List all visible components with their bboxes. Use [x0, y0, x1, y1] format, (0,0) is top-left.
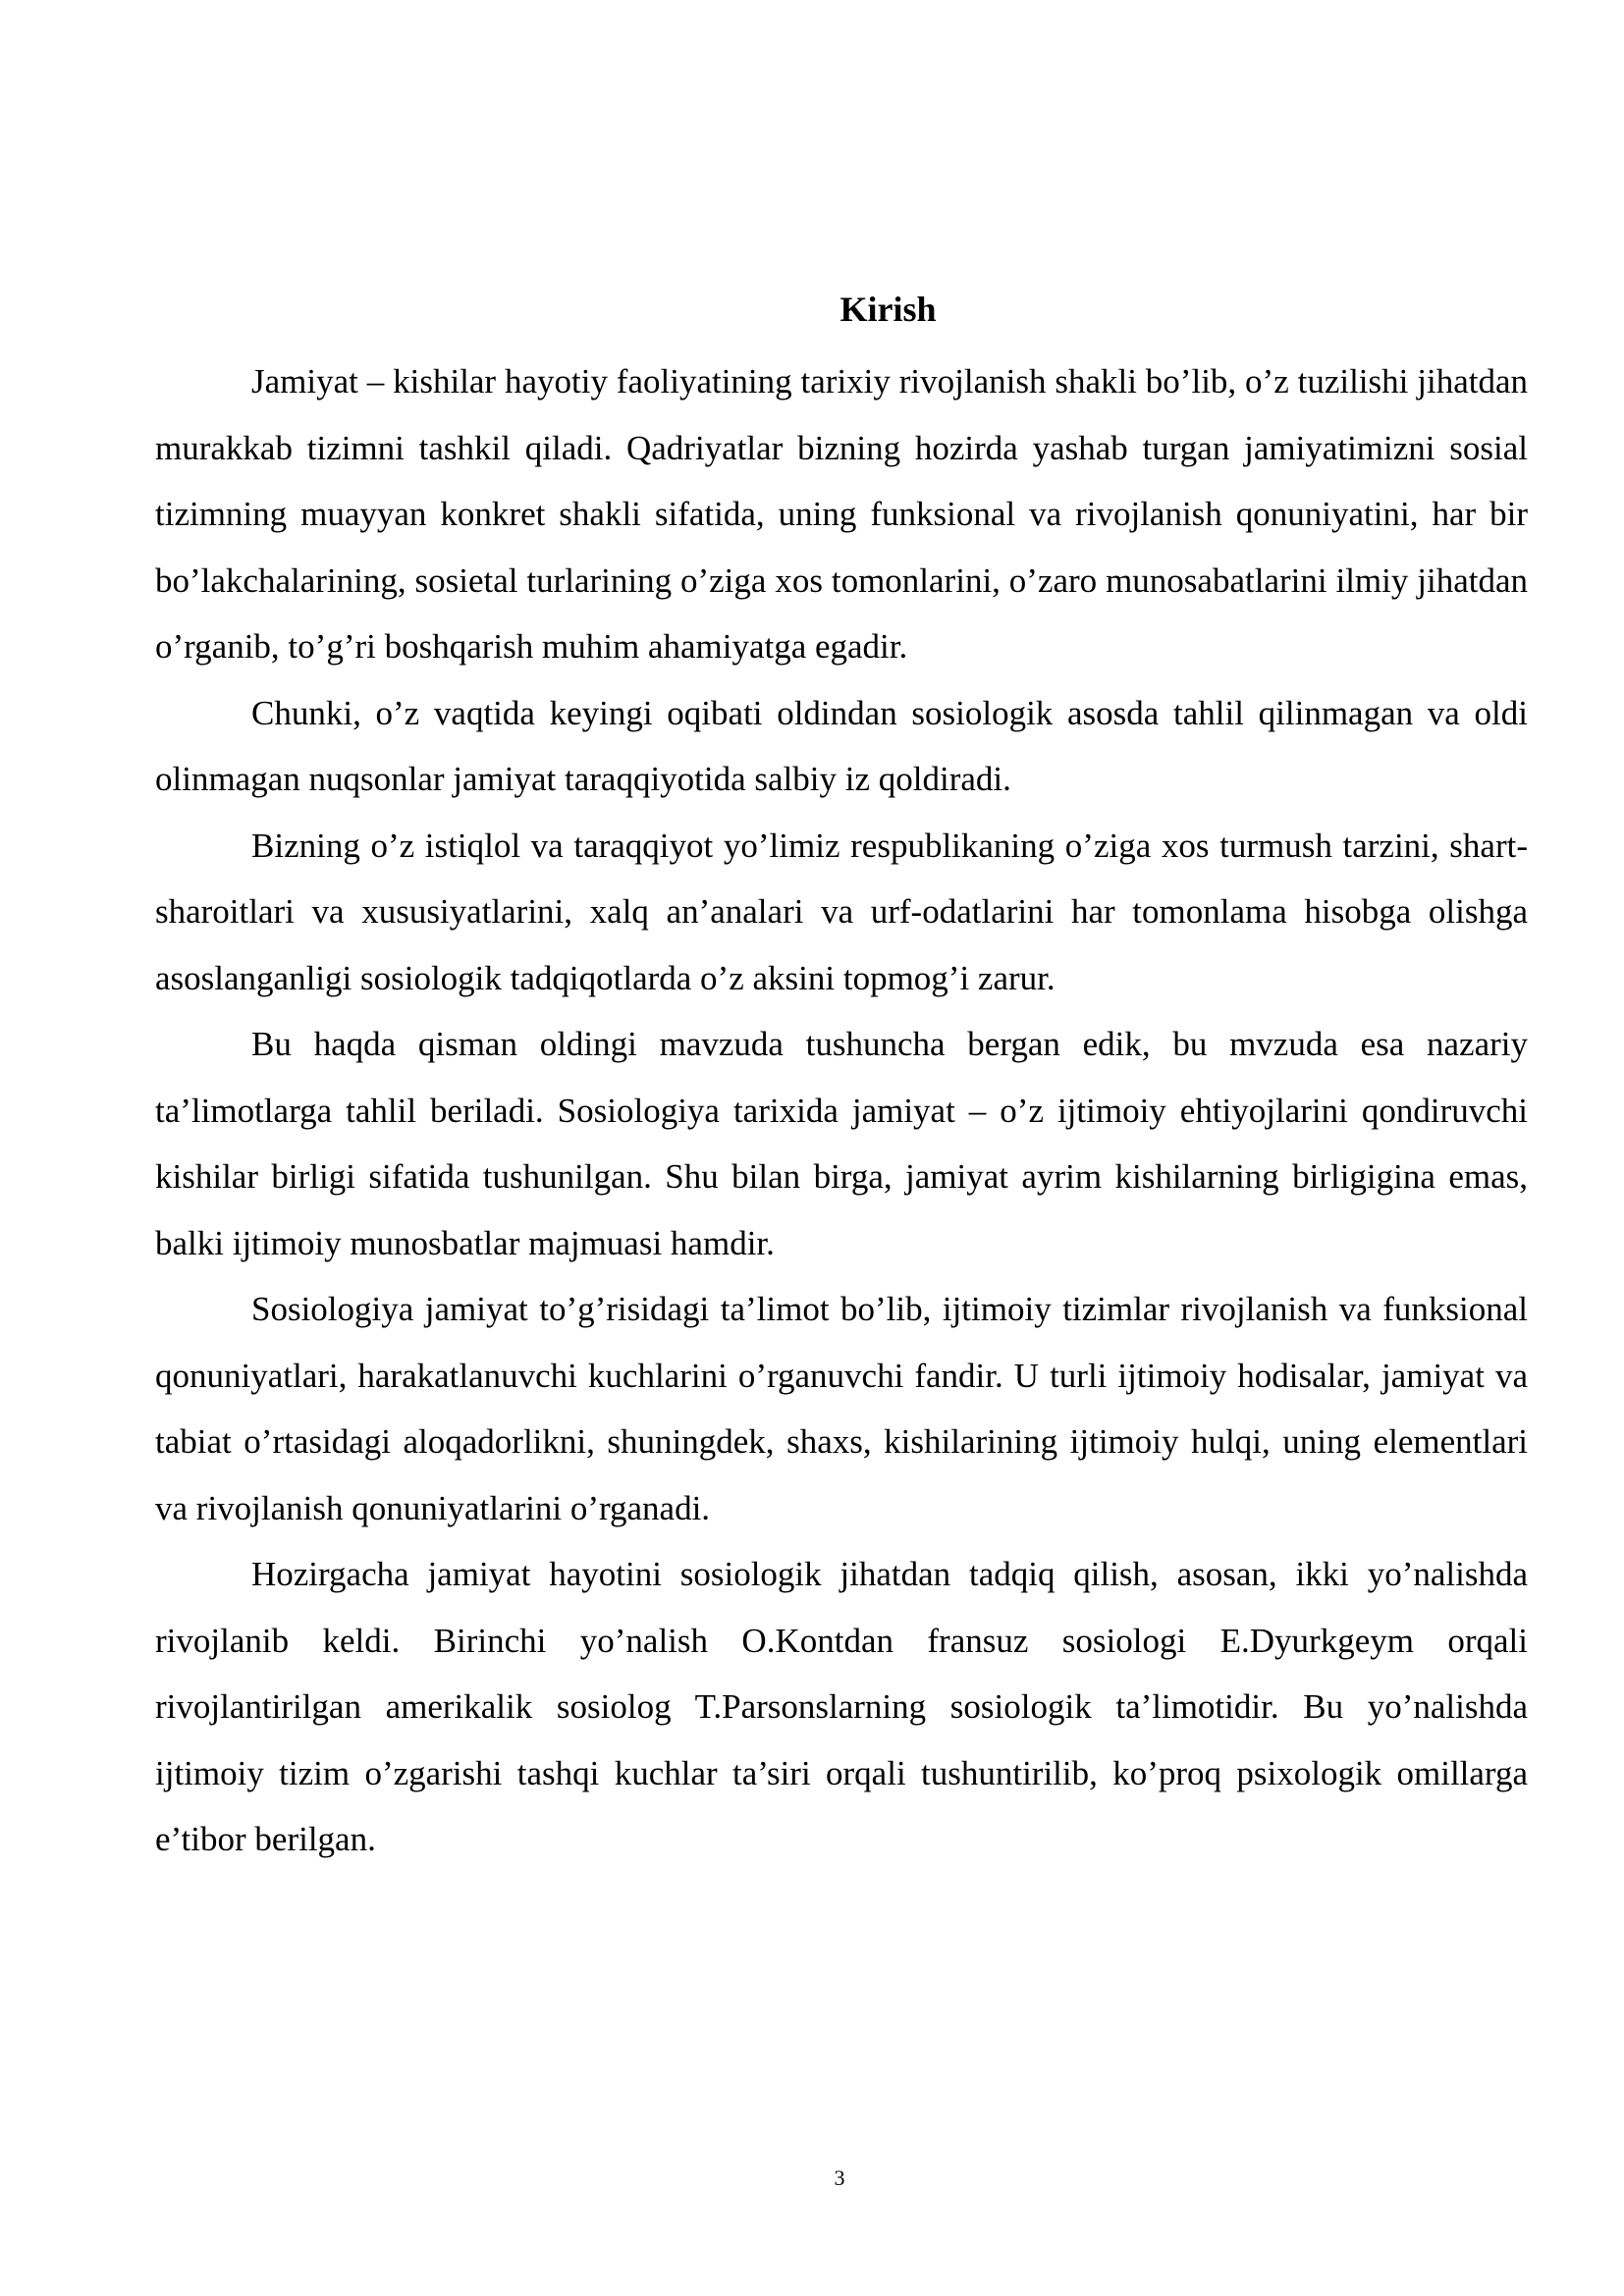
paragraph-6: Hozirgacha jamiyat hayotini sosiologik jihatdan tadqiq qilish, asosan, ikki yo’nalishda rivojlanib keldi. Birinchi yo’nalish O.Kontdan fransuz sosiologi E.Dyurkgeym orqali rivojlantirilgan amerikalik sosiolog T.Parsonslarning sosiologik ta’limotidir. Bu yo’nalishda ijtimoiy tizim o’zgarishi tashqi kuchlar ta’siri orqali tushuntirilib, ko’proq psixologik omillarga e’tibor berilgan.	[155, 1555, 1528, 1858]
paragraph-1: Jamiyat – kishilar hayotiy faoliyatining tarixiy rivojlanish shakli bo’lib, o’z tuzilishi jihatdan murakkab tizimni tashkil qiladi. Qadriyatlar bizning hozirda yashab turgan jamiyatimizni sosial tizimning muayyan konkret shakli sifatida, uning funksional va rivojlanish qonuniyatini, har bir bo’lakchalarining, sosietal turlarining o’ziga xos tomonlarini, o’zaro munosabatlarini ilmiy jihatdan o’rganib, to’g’ri boshqarish muhim ahamiyatga egadir.	[155, 362, 1528, 666]
body-text	[155, 348, 1528, 1873]
paragraph-5: Sosiologiya jamiyat to’g’risidagi ta’limot bo’lib, ijtimoiy tizimlar rivojlanish va funksional qonuniyatlari, harakatlanuvchi kuchlarini o’rganuvchi fandir. U turli ijtimoiy hodisalar, jamiyat va tabiat o’rtasidagi aloqadorlikni, shuningdek, shaxs, kishilarining ijtimoiy hulqi, uning elementlari va rivojlanish qonuniyatlarini o’rganadi.	[155, 1290, 1528, 1527]
page-number: 3	[834, 2165, 845, 2190]
paragraph-4: Bu haqda qisman oldingi mavzuda tushuncha bergan edik, bu mvzuda esa nazariy ta’limotlarga tahlil beriladi. Sosiologiya tarixida jamiyat – o’z ijtimoiy ehtiyojlarini qondiruvchi kishilar birligi sifatida tushunilgan. Shu bilan birga, jamiyat ayrim kishilarning birligigina emas, balki ijtimoiy munosbatlar majmuasi hamdir.	[155, 1025, 1528, 1262]
page-title: Kirish	[839, 290, 937, 329]
paragraph-2: Chunki, o’z vaqtida keyingi oqibati oldindan sosiologik asosda tahlil qilinmagan va oldi olinmagan nuqsonlar jamiyat taraqqiyotida salbiy iz qoldiradi.	[155, 693, 1528, 798]
paragraph-3: Bizning o’z istiqlol va taraqqiyot yo’limiz respublikaning o’ziga xos turmush tarzini, shart-sharoitlari va xususiyatlarini, xalq an’analari va urf-odatlarini har tomonlama hisobga olishga asoslanganligi sosiologik tadqiqotlarda o’z aksini topmog’i zarur.	[155, 826, 1528, 997]
